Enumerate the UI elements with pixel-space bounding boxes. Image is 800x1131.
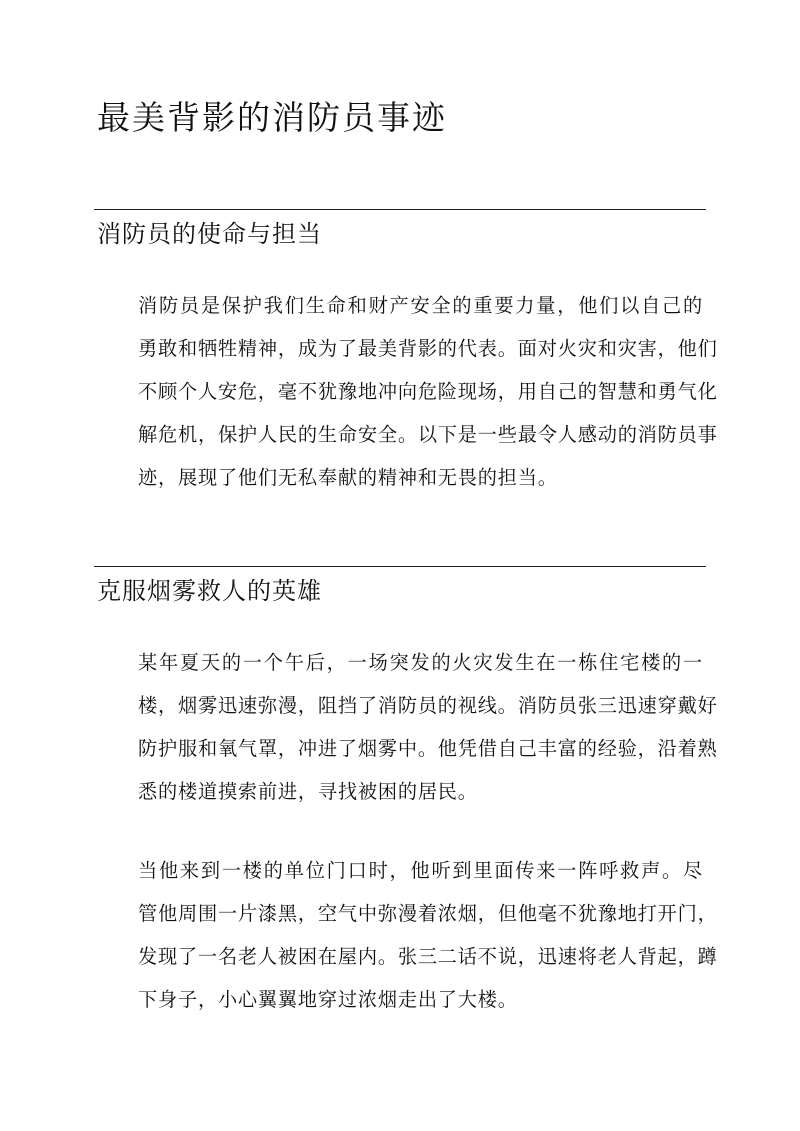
section-heading: 克服烟雾救人的英雄 <box>97 577 322 605</box>
body-paragraph <box>97 849 718 1021</box>
document-title: 最美背影的消防员事迹 <box>97 98 447 137</box>
paragraph-line: 下身子，小心翼翼地穿过浓烟走出了大楼。 <box>138 988 518 1011</box>
section-divider <box>94 566 706 567</box>
paragraph-line: 解危机，保护人民的生命安全。以下是一些最令人感动的消防员事 <box>138 423 718 446</box>
paragraph-line: 悉的楼道摸索前进，寻找被困的居民。 <box>138 780 478 803</box>
paragraph-line: 防护服和氧气罩，冲进了烟雾中。他凭借自己丰富的经验，沿着熟 <box>138 737 718 760</box>
paragraph-line: 当他来到一楼的单位门口时，他听到里面传来一阵呼救声。尽 <box>138 859 703 882</box>
paragraph-line: 发现了一名老人被困在屋内。张三二话不说，迅速将老人背起，蹲 <box>138 945 718 968</box>
paragraph-line: 不顾个人安危，毫不犹豫地冲向危险现场，用自己的智慧和勇气化 <box>138 380 718 403</box>
paragraph-line: 迹，展现了他们无私奉献的精神和无畏的担当。 <box>138 466 558 489</box>
body-paragraph <box>97 641 718 813</box>
section-heading: 消防员的使命与担当 <box>97 220 322 248</box>
section-divider <box>94 209 706 210</box>
paragraph-line: 某年夏天的一个午后，一场突发的火灾发生在一栋住宅楼的一 <box>138 651 703 674</box>
paragraph-line: 管他周围一片漆黑，空气中弥漫着浓烟，但他毫不犹豫地打开门， <box>138 902 718 925</box>
paragraph-line: 楼，烟雾迅速弥漫，阻挡了消防员的视线。消防员张三迅速穿戴好 <box>138 694 718 717</box>
body-paragraph <box>97 284 718 499</box>
paragraph-line: 勇敢和牺牲精神，成为了最美背影的代表。面对火灾和灾害，他们 <box>138 337 718 360</box>
paragraph-line: 消防员是保护我们生命和财产安全的重要力量，他们以自己的 <box>138 294 703 317</box>
